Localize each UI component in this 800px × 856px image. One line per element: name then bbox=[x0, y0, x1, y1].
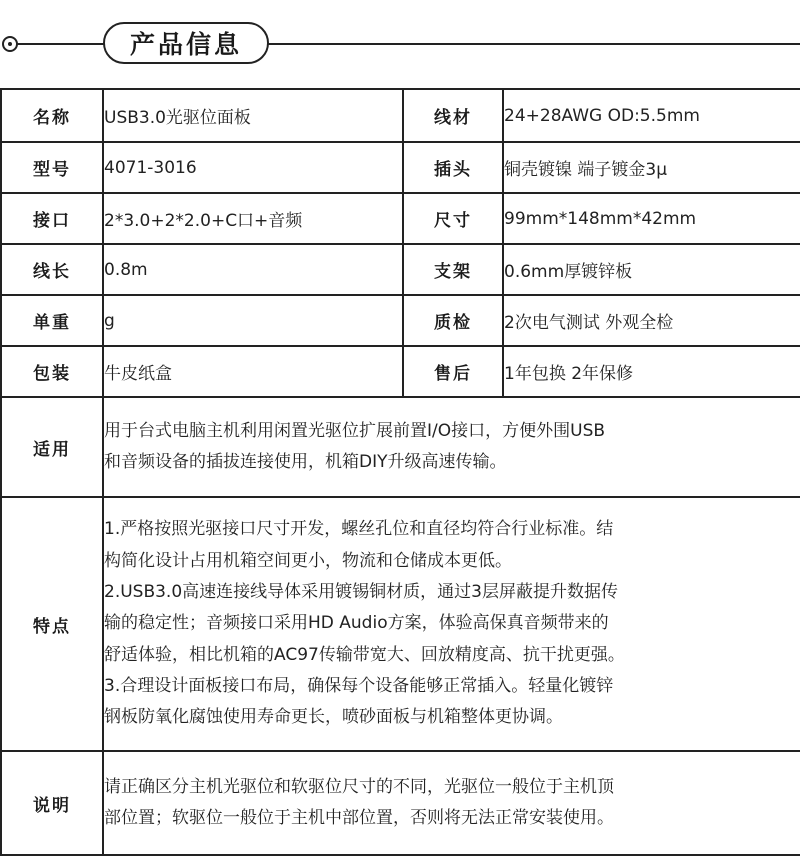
features-label: 特点 bbox=[1, 497, 103, 751]
spec-label: 包装 bbox=[1, 346, 103, 397]
spec-row bbox=[1, 89, 800, 142]
spec-value: 牛皮纸盒 bbox=[103, 346, 403, 397]
spec-value: 2次电气测试 外观全检 bbox=[503, 295, 800, 346]
title-pill bbox=[103, 22, 269, 64]
text-line: 构简化设计占用机箱空间更小，物流和仓储成本更低。 bbox=[104, 550, 512, 571]
spec-value: 24+28AWG OD:5.5mm bbox=[503, 89, 800, 142]
spec-label: 名称 bbox=[1, 89, 103, 142]
spec-value: 铜壳镀镍 端子镀金3μ bbox=[503, 142, 800, 193]
text-line: 2.USB3.0高速连接线导体采用镀锡铜材质，通过3层屏蔽提升数据传 bbox=[104, 582, 618, 603]
notes-row bbox=[1, 751, 800, 855]
spec-label: 接口 bbox=[1, 193, 103, 244]
spec-label: 单重 bbox=[1, 295, 103, 346]
spec-row bbox=[1, 244, 800, 295]
spec-row bbox=[1, 295, 800, 346]
spec-label: 质检 bbox=[403, 295, 503, 346]
spec-value: 4071-3016 bbox=[103, 142, 403, 193]
spec-row bbox=[1, 346, 800, 397]
spec-value: 99mm*148mm*42mm bbox=[503, 193, 800, 244]
product-info-table bbox=[0, 88, 800, 856]
spec-value: 2*3.0+2*2.0+C口+音频 bbox=[103, 193, 403, 244]
spec-value: 1年包换 2年保修 bbox=[503, 346, 800, 397]
text-line: 1.严格按照光驱接口尺寸开发，螺丝孔位和直径均符合行业标准。结 bbox=[104, 519, 614, 540]
spec-value: g bbox=[103, 295, 403, 346]
text-line: 3.合理设计面板接口布局，确保每个设备能够正常插入。轻量化镀锌 bbox=[104, 675, 614, 696]
spec-label: 线长 bbox=[1, 244, 103, 295]
spec-value: 0.6mm厚镀锌板 bbox=[503, 244, 800, 295]
notes-text bbox=[103, 751, 800, 855]
spec-label: 售后 bbox=[403, 346, 503, 397]
features-row bbox=[1, 497, 800, 751]
spec-label: 型号 bbox=[1, 142, 103, 193]
header-rule-left bbox=[14, 43, 106, 45]
text-line: 和音频设备的插拔连接使用，机箱DIY升级高速传输。 bbox=[104, 452, 507, 472]
text-line: 部位置；软驱位一般位于主机中部位置，否则将无法正常安装使用。 bbox=[104, 808, 614, 828]
text-line: 请正确区分主机光驱位和软驱位尺寸的不同，光驱位一般位于主机顶 bbox=[104, 777, 614, 797]
text-line: 钢板防氧化腐蚀使用寿命更长，喷砂面板与机箱整体更协调。 bbox=[104, 707, 563, 728]
usage-row bbox=[1, 397, 800, 497]
usage-label: 适用 bbox=[1, 397, 103, 497]
spec-row bbox=[1, 193, 800, 244]
spec-label: 支架 bbox=[403, 244, 503, 295]
usage-text bbox=[103, 397, 800, 497]
text-line: 用于台式电脑主机利用闲置光驱位扩展前置I/O接口，方便外围USB bbox=[104, 421, 606, 441]
features-text bbox=[103, 497, 800, 751]
page-title: 产品信息 bbox=[129, 30, 242, 59]
spec-label: 尺寸 bbox=[403, 193, 503, 244]
circle-dot-center bbox=[8, 42, 12, 46]
header-rule-right bbox=[268, 43, 800, 45]
spec-value: USB3.0光驱位面板 bbox=[103, 89, 403, 142]
notes-label: 说明 bbox=[1, 751, 103, 855]
spec-label: 插头 bbox=[403, 142, 503, 193]
section-header bbox=[0, 0, 800, 90]
text-line: 舒适体验，相比机箱的AC97传输带宽大、回放精度高、抗干扰更强。 bbox=[104, 644, 625, 665]
text-line: 输的稳定性；音频接口采用HD Audio方案，体验高保真音频带来的 bbox=[104, 613, 609, 634]
spec-label: 线材 bbox=[403, 89, 503, 142]
spec-row bbox=[1, 142, 800, 193]
spec-value: 0.8m bbox=[103, 244, 403, 295]
